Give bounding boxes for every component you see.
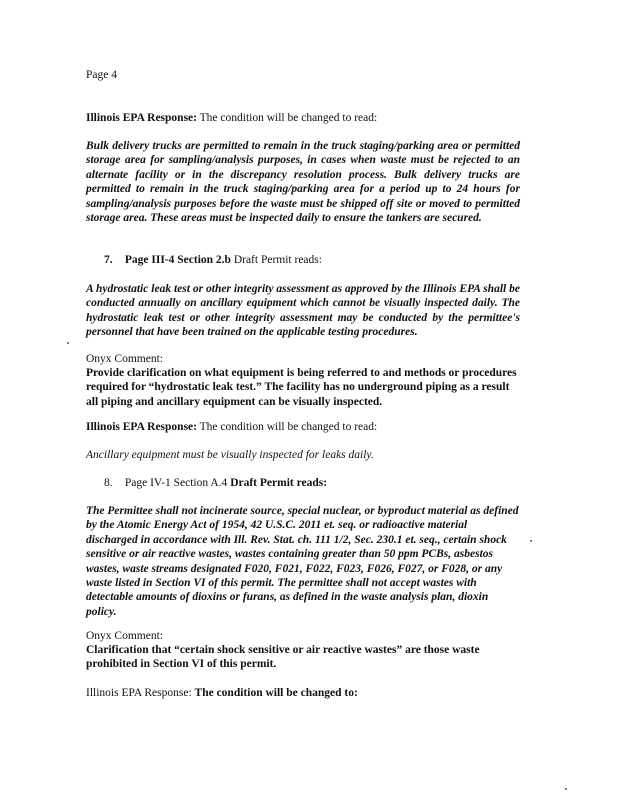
item-8-body: The Permittee shall not incinerate source, special nuclear, or byproduct material as defined by the Atomic Energy Act of 1954, 42 U.S.C. 2011 et. seq. or radioactive material discharged in accordance with Ill. Rev. Stat. ch. 111 1/2, Sec. 230.1 et. seq., certain shock sensitive or air reactive wastes, wastes containing greater than 50 ppm PCBs, asbestos wastes, waste streams designated F020, F021, F022, F023, F026, F027, or F028, or any waste listed in Section VI of this permit. The permittee shall not accept wastes with detectable amounts of dioxins or furans, as defined in the waste analysis plan, dioxin policy.: [86, 505, 519, 618]
response-1-intro: The condition will be changed to read:: [199, 112, 378, 124]
page-number: Page 4: [86, 69, 117, 81]
comment-8-body: Clarification that “certain shock sensitive or air reactive wastes” are those waste prohibited in Section VI of this permit.: [86, 644, 480, 671]
comment-8-label: Onyx Comment:: [86, 630, 163, 642]
item-7-body: A hydrostatic leak test or other integrity assessment as approved by the Illinois EPA shall be conducted annually on ancillary equipment which cannot be visually inspected daily. The hydrostatic leak test or other integrity assessment may be conducted by the permittee's personnel that have been trained on the applicable testing procedures.: [86, 283, 520, 339]
response-1-label: Illinois EPA Response:: [86, 112, 197, 124]
response-8-intro: The condition will be changed to:: [194, 687, 358, 699]
response-1-heading: [86, 111, 520, 125]
item-8-heading: [104, 476, 520, 490]
response-7-label: Illinois EPA Response:: [86, 421, 197, 433]
item-8-ref: Page IV-1 Section A.4: [124, 477, 228, 489]
comment-7-body: Provide clarification on what equipment is being referred to and methods or procedures required for “hydrostatic leak test.” The facility has no underground piping as a result all piping and ancillary equipment can be visually inspected.: [86, 367, 517, 408]
response-7-intro: The condition will be changed to read:: [199, 421, 378, 433]
response-8-heading: [86, 686, 520, 700]
item-7-heading: [104, 253, 520, 267]
response-7-body: Ancillary equipment must be visually inspected for leaks daily.: [86, 449, 374, 461]
item-8-number: 8.: [104, 477, 113, 489]
response-7-heading: [86, 420, 520, 434]
item-7-label: Draft Permit reads:: [233, 254, 322, 266]
item-8-label: Draft Permit reads:: [230, 477, 328, 489]
response-1-body: Bulk delivery trucks are permitted to remain in the truck staging/parking area or permitted storage area for sampling/analysis purposes, in cases when waste must be rejected to an alternate facility or in the discrepancy resolution process. Bulk delivery trucks are permitted to remain in the truck staging/parking area for a period up to 24 hours for sampling/analysis purposes before the waste must be shipped off site or moved to permitted storage area. These areas must be inspected daily to ensure the tankers are secured.: [86, 140, 520, 225]
scan-speck: [530, 540, 532, 542]
response-8-label: Illinois EPA Response:: [86, 687, 192, 699]
scan-speck: [67, 342, 69, 344]
item-7-ref: Page III-4 Section 2.b: [124, 254, 231, 266]
comment-7-label: Onyx Comment:: [86, 353, 163, 365]
item-7-number: 7.: [104, 254, 113, 266]
scan-speck: [565, 788, 567, 790]
